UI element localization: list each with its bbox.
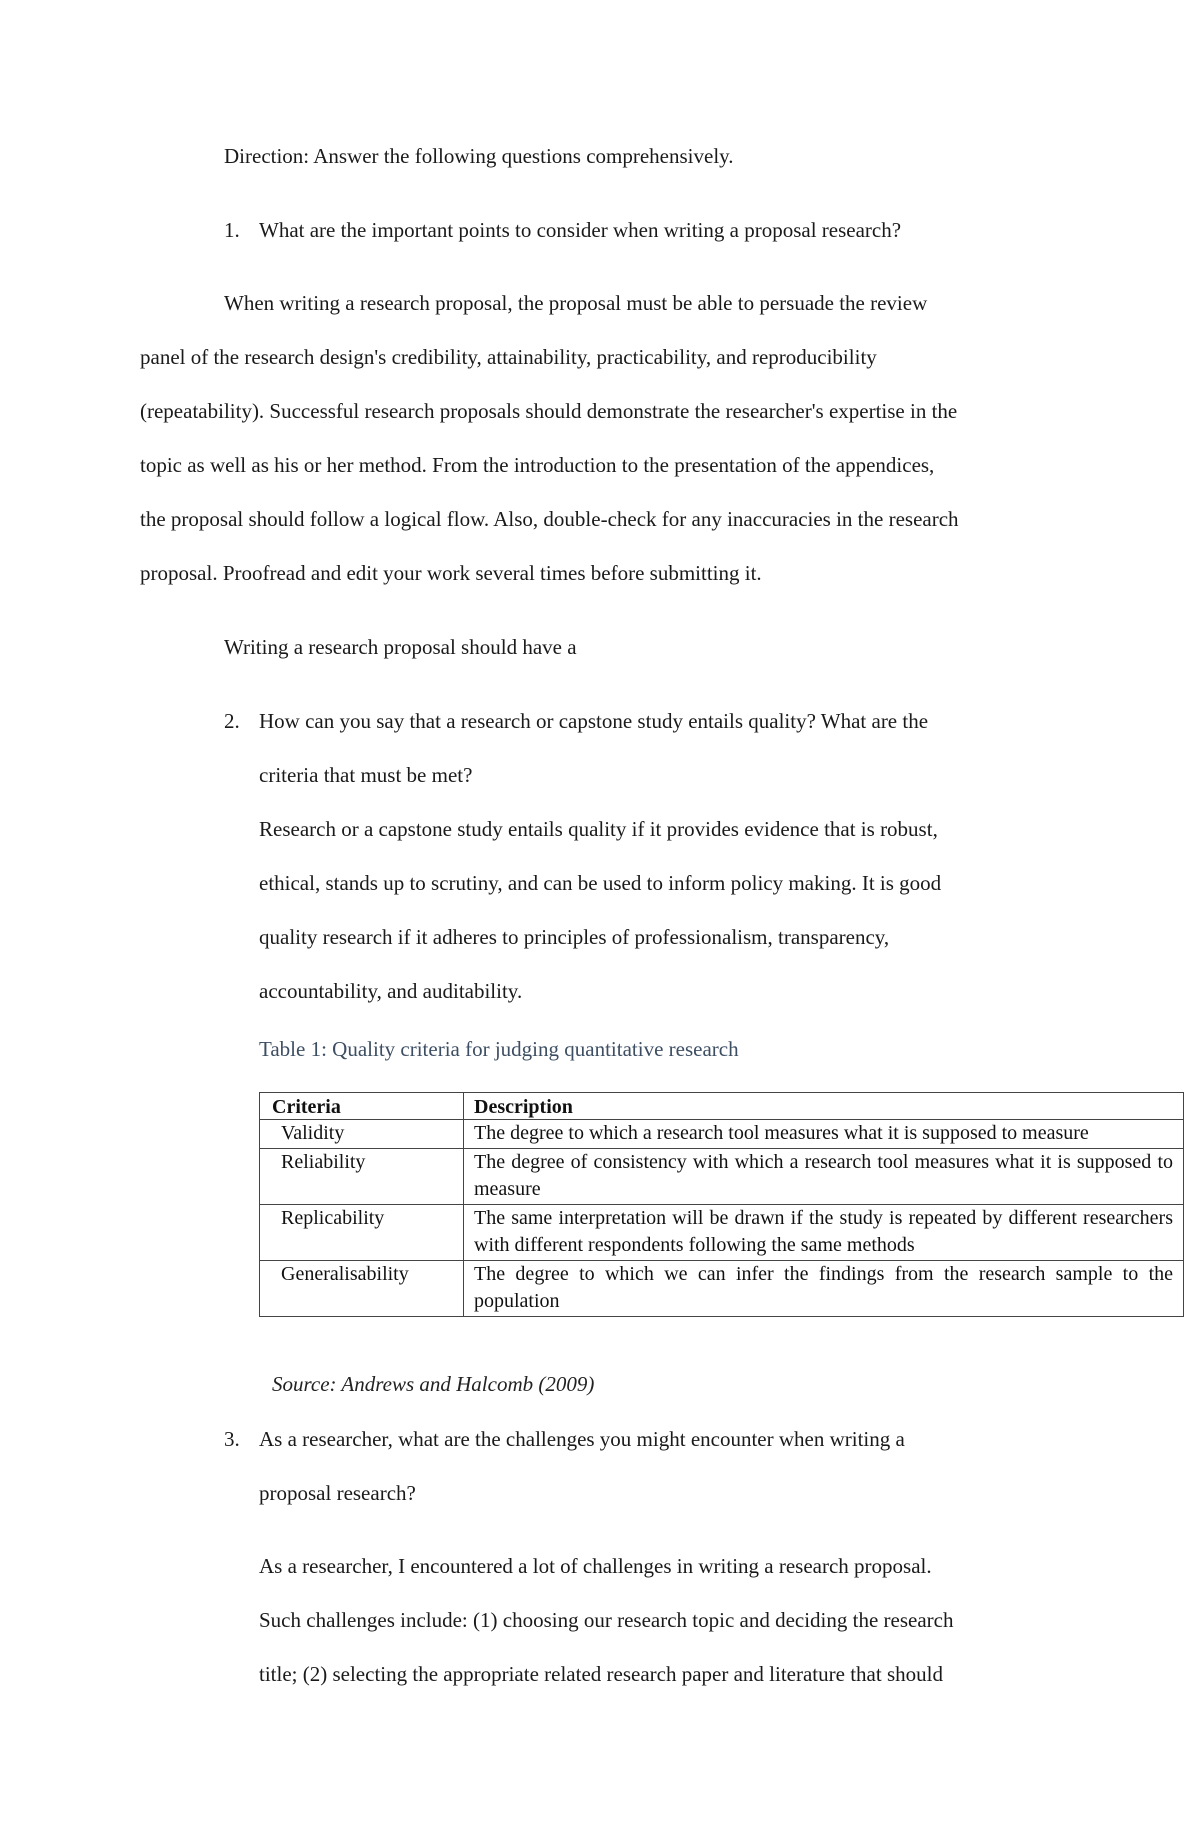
- q3-answer-line: title; (2) selecting the appropriate related research paper and literature that should: [259, 1662, 943, 1686]
- q2-answer-line: Research or a capstone study entails quality if it provides evidence that is robust,: [259, 817, 938, 841]
- criteria-cell: Replicability: [260, 1205, 464, 1261]
- q2-number: 2.: [224, 709, 240, 733]
- q1-answer-line: (repeatability). Successful research proposals should demonstrate the researcher's expertise in the: [140, 399, 958, 423]
- q2-answer-line: accountability, and auditability.: [259, 979, 523, 1003]
- q1-answer-line: When writing a research proposal, the proposal must be able to persuade the review: [224, 291, 928, 315]
- header-description: Description: [464, 1093, 1184, 1120]
- q3-question-line: proposal research?: [259, 1481, 416, 1505]
- q1-answer-line: panel of the research design's credibility, attainability, practicability, and reproducibility: [140, 345, 877, 369]
- q1-answer-line: topic as well as his or her method. From the introduction to the presentation of the appendices,: [140, 453, 935, 477]
- q2-answer-line: quality research if it adheres to principles of professionalism, transparency,: [259, 925, 890, 949]
- q1-question: What are the important points to consider when writing a proposal research?: [259, 218, 902, 242]
- q2-question-line: How can you say that a research or capstone study entails quality? What are the: [259, 709, 929, 733]
- table-header-row: [260, 1093, 1184, 1120]
- table-caption: Table 1: Quality criteria for judging quantitative research: [259, 1037, 739, 1061]
- q3-question-line: As a researcher, what are the challenges you might encounter when writing a: [259, 1427, 905, 1451]
- q3-answer-line: Such challenges include: (1) choosing our research topic and deciding the research: [259, 1608, 954, 1632]
- criteria-cell: Reliability: [260, 1149, 464, 1205]
- table-row: [260, 1120, 1184, 1149]
- table-row: [260, 1261, 1184, 1317]
- q1-answer-line: the proposal should follow a logical flow. Also, double-check for any inaccuracies in the research: [140, 507, 959, 531]
- q3-answer-line: As a researcher, I encountered a lot of challenges in writing a research proposal.: [259, 1554, 932, 1578]
- description-cell: The degree of consistency with which a research tool measures what it is supposed to measure: [464, 1149, 1184, 1205]
- table-row: [260, 1205, 1184, 1261]
- header-criteria: Criteria: [260, 1093, 464, 1120]
- table-row: [260, 1149, 1184, 1205]
- q2-answer-line: ethical, stands up to scrutiny, and can be used to inform policy making. It is good: [259, 871, 942, 895]
- quality-criteria-table: [259, 1092, 1184, 1317]
- q2-question-line: criteria that must be met?: [259, 763, 473, 787]
- description-cell: The degree to which a research tool measures what it is supposed to measure: [464, 1120, 1184, 1149]
- q1-extra-text: Writing a research proposal should have a: [224, 635, 577, 659]
- direction-text: Direction: Answer the following questions comprehensively.: [224, 144, 734, 168]
- q1-number: 1.: [224, 218, 240, 242]
- criteria-cell: Generalisability: [260, 1261, 464, 1317]
- criteria-cell: Validity: [260, 1120, 464, 1149]
- table-source: Source: Andrews and Halcomb (2009): [272, 1372, 595, 1396]
- description-cell: The same interpretation will be drawn if the study is repeated by different researchers with different respondents following the same methods: [464, 1205, 1184, 1261]
- description-cell: The degree to which we can infer the findings from the research sample to the population: [464, 1261, 1184, 1317]
- q1-answer-line: proposal. Proofread and edit your work several times before submitting it.: [140, 561, 762, 585]
- q3-number: 3.: [224, 1427, 240, 1451]
